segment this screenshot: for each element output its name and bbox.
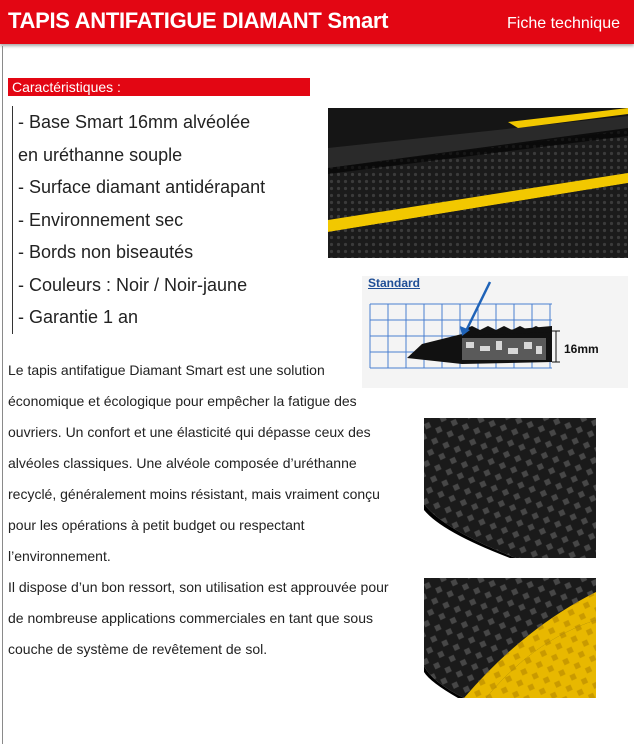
feature-item: - Bords non biseautés bbox=[18, 242, 194, 262]
black-mat-photo bbox=[424, 418, 596, 558]
header-bar bbox=[0, 0, 634, 44]
feature-item: - Base Smart 16mm alvéolée bbox=[18, 112, 251, 132]
feature-item: - Environnement sec bbox=[18, 209, 184, 230]
feature-list bbox=[12, 106, 313, 334]
description-paragraph: Il dispose d’un bon ressort, son utilisation est approuvée pour de nombreuse applications commerciales en tant que sous couche de système de revêtement de sol. bbox=[8, 579, 389, 657]
diagram-label: Standard bbox=[368, 276, 421, 290]
description-paragraph: Le tapis antifatigue Diamant Smart est une solution économique et écologique pour empêcher la fatigue des ouvriers. Un confort et une élasticité qui dépasse ceux des alvéoles classiques. Une alvéole composée d’uréthanne recyclé, généralement moins résistant, mais vraiment conçu pour les opérations à petit budget ou respectant l’environnement. bbox=[8, 362, 380, 564]
left-margin-rule bbox=[2, 46, 3, 744]
page-title: TAPIS ANTIFATIGUE DIAMANT Smart bbox=[8, 8, 389, 33]
section-title: Caractéristiques : bbox=[8, 78, 310, 96]
page-subtitle: Fiche technique bbox=[507, 15, 620, 32]
mat-installed-photo bbox=[328, 108, 628, 258]
feature-item: - Surface diamant antidérapant bbox=[18, 177, 266, 197]
thickness-diagram bbox=[362, 276, 628, 388]
thickness-label: 16mm bbox=[564, 342, 599, 356]
feature-item: - Couleurs : Noir / Noir-jaune bbox=[18, 274, 248, 295]
feature-item: en uréthanne souple bbox=[18, 144, 183, 165]
description bbox=[8, 355, 393, 665]
yellow-edge-mat-photo bbox=[424, 578, 596, 698]
feature-item: - Garantie 1 an bbox=[18, 307, 139, 327]
